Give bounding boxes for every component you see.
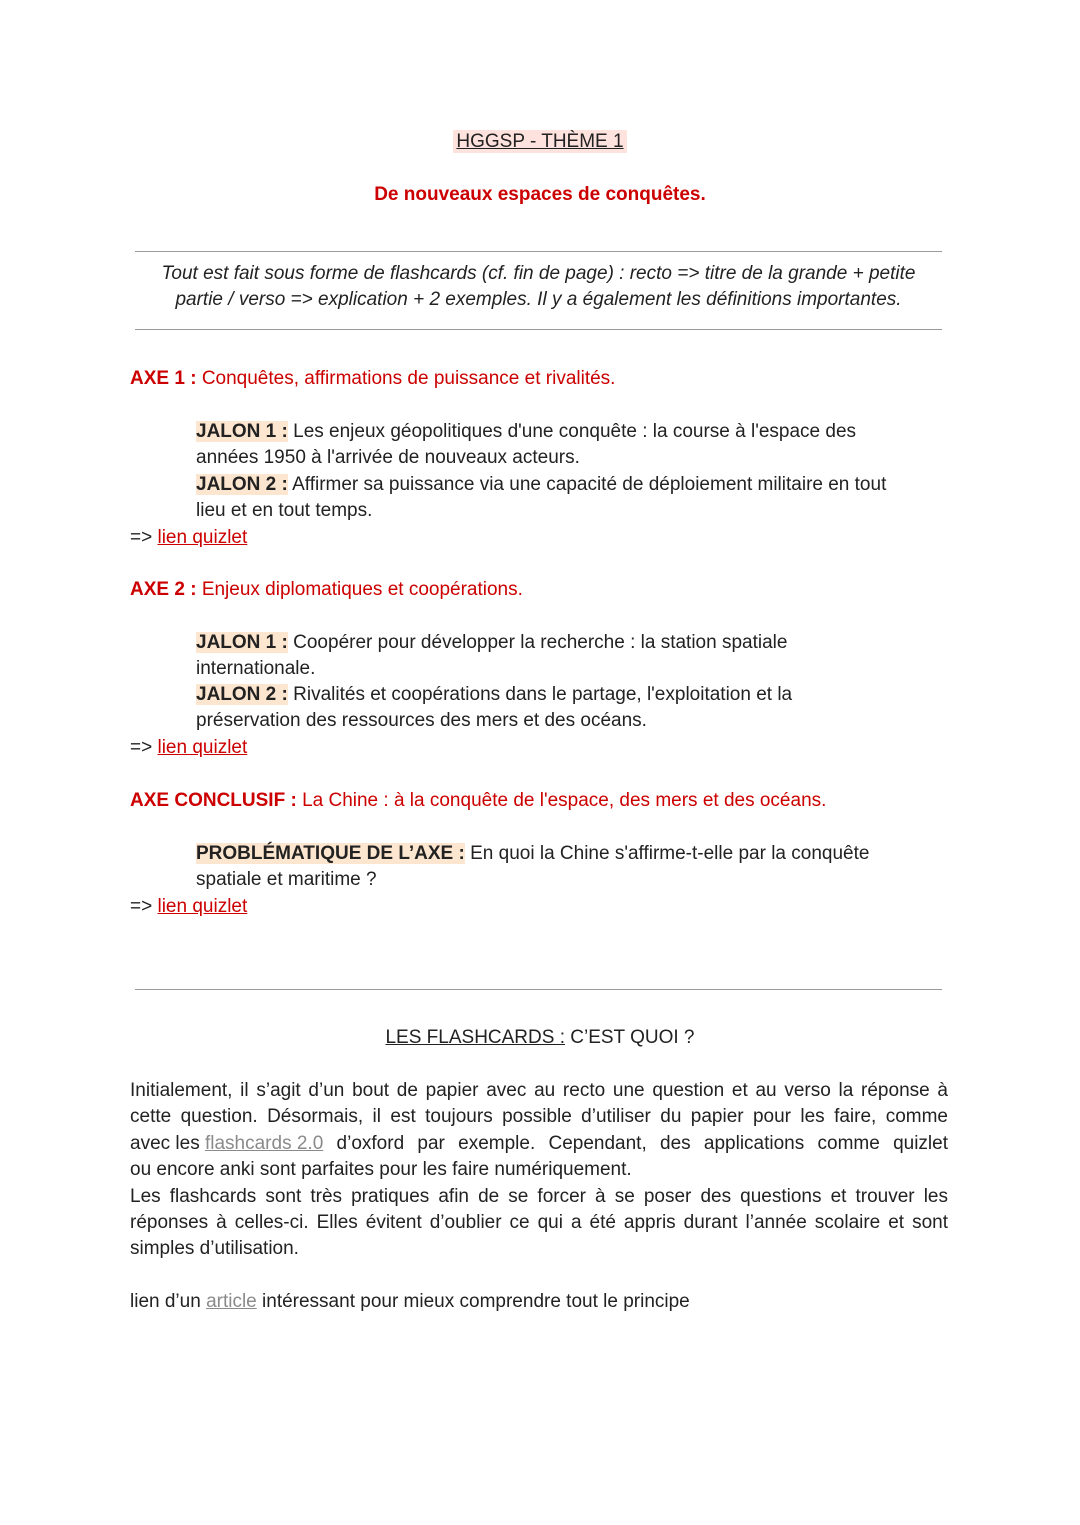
intro-note	[135, 261, 942, 314]
axe-2-title: Enjeux diplomatiques et coopérations.	[201, 579, 523, 600]
axe-2-jalon-1	[196, 630, 787, 683]
flashcards-heading-rest: C’EST QUOI ?	[564, 1027, 695, 1048]
p1-line-2: cette question. Désormais, il est toujours possible d’utiliser du papier pour les faire, comme	[130, 1106, 948, 1128]
jalon-label: JALON 1 :	[196, 632, 288, 653]
axe-1-quizlet	[130, 525, 247, 551]
article-link[interactable]: article	[206, 1291, 257, 1312]
quizlet-link[interactable]: lien quizlet	[157, 896, 248, 917]
p1-line-3-post: d’oxford par exemple. Cependant, des applications comme quizlet	[323, 1132, 948, 1154]
flashcards-heading-underlined: LES FLASHCARDS :	[385, 1027, 565, 1048]
jalon-text-cont: lieu et en tout temps.	[196, 500, 373, 522]
axe-1-heading	[130, 366, 615, 392]
flashcards-heading	[0, 1025, 1080, 1051]
p1-line-1: Initialement, il s’agit d’un bout de papier avec au recto une question et au verso la réponse à	[130, 1080, 948, 1101]
p1-line-3	[130, 1131, 948, 1157]
axe-conclusif-heading	[130, 788, 826, 814]
jalon-text-cont: internationale.	[196, 658, 316, 680]
axe-conclusif-label: AXE CONCLUSIF :	[130, 790, 297, 811]
p1-line-3-pre: avec les	[130, 1132, 205, 1154]
axe-1-label: AXE 1 :	[130, 368, 197, 389]
axe-2-heading	[130, 577, 523, 603]
quizlet-link[interactable]: lien quizlet	[157, 737, 248, 758]
intro-line-1: Tout est fait sous forme de flashcards (cf. fin de page) : recto => titre de la grande + petite	[161, 263, 916, 284]
p1-line-4: ou encore anki sont parfaites pour les faire numériquement.	[130, 1159, 632, 1181]
arrow: =>	[130, 737, 153, 758]
jalon-text: Les enjeux géopolitiques d'une conquête : la course à l'espace des	[293, 421, 857, 442]
intro-line-2: partie / verso => explication + 2 exemples. Il y a également les définitions importantes.	[175, 289, 902, 311]
divider-bottom	[135, 329, 942, 330]
axe-conclusif-quizlet	[130, 894, 247, 920]
problematique-text-cont: spatiale et maritime ?	[196, 869, 377, 891]
jalon-label: JALON 1 :	[196, 421, 288, 442]
axe-conclusif-title: La Chine : à la conquête de l'espace, des mers et des océans.	[302, 790, 827, 811]
axe-1-jalon-1	[196, 419, 856, 472]
quizlet-link[interactable]: lien quizlet	[157, 527, 248, 548]
jalon-text-cont: années 1950 à l'arrivée de nouveaux acteurs.	[196, 447, 580, 469]
arrow: =>	[130, 527, 153, 548]
p2-line-1: Les flashcards sont très pratiques afin de se forcer à se poser des questions et trouver les	[130, 1185, 948, 1207]
p2-line-2: réponses à celles-ci. Elles évitent d’oublier ce qui a été appris durant l’année scolaire et sont	[130, 1212, 948, 1234]
divider-top	[135, 251, 942, 252]
axe-1-title: Conquêtes, affirmations de puissance et rivalités.	[201, 368, 616, 389]
jalon-text: Affirmer sa puissance via une capacité de déploiement militaire en tout	[292, 474, 887, 495]
article-pre: lien d’un	[130, 1291, 207, 1312]
article-line	[130, 1289, 690, 1315]
flashcards-2-link[interactable]: flashcards 2.0	[204, 1132, 324, 1154]
jalon-label: JALON 2 :	[196, 474, 288, 495]
axe-conclusif-problematique	[196, 841, 869, 894]
axe-2-quizlet	[130, 735, 247, 761]
problematique-label: PROBLÉMATIQUE DE L’AXE :	[196, 843, 465, 864]
article-post: intéressant pour mieux comprendre tout le principe	[256, 1291, 690, 1312]
page-subtitle: De nouveaux espaces de conquêtes.	[374, 184, 706, 205]
jalon-text-cont: préservation des ressources des mers et des océans.	[196, 710, 647, 732]
axe-1-jalon-2	[196, 472, 886, 525]
axe-2-jalon-2	[196, 682, 792, 735]
arrow: =>	[130, 896, 153, 917]
divider-flashcards	[135, 989, 942, 990]
page-title-text: HGGSP - THÈME 1	[453, 130, 626, 153]
axe-2-label: AXE 2 :	[130, 579, 197, 600]
flashcards-paragraph-1	[130, 1078, 948, 1263]
jalon-text: Coopérer pour développer la recherche : la station spatiale	[293, 632, 788, 653]
page-title	[0, 129, 1080, 155]
jalon-label: JALON 2 :	[196, 684, 288, 705]
problematique-text: En quoi la Chine s'affirme-t-elle par la conquête	[470, 843, 870, 864]
p2-line-3: simples d’utilisation.	[130, 1238, 299, 1260]
jalon-text: Rivalités et coopérations dans le partage, l'exploitation et la	[293, 684, 793, 705]
